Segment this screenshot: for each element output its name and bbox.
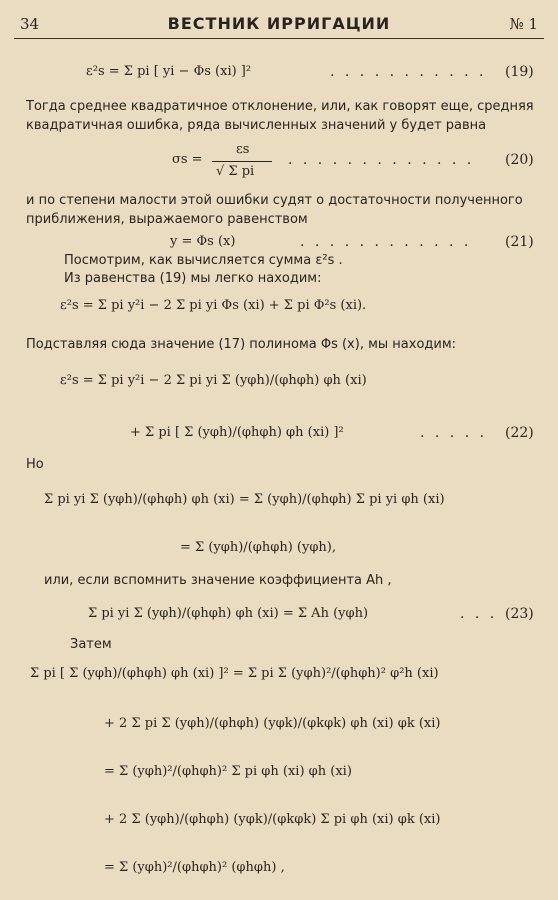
formula-24-line-1: Σ pi yi Σ (yφh)/(φhφh) φh (xi) = Σ (yφh)/(φhφh) Σ pi yi φh (xi): [44, 492, 445, 507]
formula-25-line-4: + 2 Σ (yφh)/(φhφh) (yφk)/(φkφk) Σ pi φh (xi) φk (xi): [104, 812, 441, 827]
formula-24-line-2: = Σ (yφh)/(φhφh) (yφh),: [180, 540, 337, 555]
page-number: 34: [20, 15, 40, 33]
journal-title: ВЕСТНИК ИРРИГАЦИИ: [167, 14, 391, 33]
formula-20-denominator: √ Σ pi: [216, 164, 255, 179]
issue-number: № 1: [509, 15, 538, 33]
eq-number-22: (22): [505, 425, 534, 441]
leader-dots: . . . . .: [420, 425, 488, 441]
paragraph-2b: приближения, выражаемого равенством: [26, 212, 308, 227]
formula-20-lhs: σs =: [172, 152, 203, 167]
formula-25-line-2: + 2 Σ pi Σ (yφh)/(φhφh) (yφk)/(φkφk) φh (xi) φk (xi): [104, 716, 441, 731]
paragraph-1: Тогда среднее квадратичное отклонение, или, как говорят еще, средняя: [26, 99, 534, 114]
eq-number-20: (20): [505, 152, 534, 168]
formula-22-line-2: + Σ pi [ Σ (yφh)/(φhφh) φh (xi) ]²: [130, 425, 344, 440]
paragraph-1b: квадратичная ошибка, ряда вычисленных значений y будет равна: [26, 118, 487, 133]
paragraph-2: и по степени малости этой ошибки судят о достаточности полученного: [26, 193, 523, 208]
formula-25-line-5: = Σ (yφh)²/(φhφh)² (φhφh) ,: [104, 860, 285, 875]
formula-25-line-1: Σ pi [ Σ (yφh)/(φhφh) φh (xi) ]² = Σ pi Σ (yφh)²/(φhφh)² φ²h (xi): [30, 666, 439, 681]
paragraph-7: или, если вспомнить значение коэффициента Ah ,: [44, 573, 392, 588]
formula-21: y = Φs (x): [170, 234, 236, 249]
formula-23: Σ pi yi Σ (yφh)/(φhφh) φh (xi) = Σ Ah (yφh): [88, 606, 369, 621]
formula-25-line-3: = Σ (yφh)²/(φhφh)² Σ pi φh (xi) φh (xi): [104, 764, 352, 779]
leader-dots: . . . . . . . . . . . .: [300, 234, 472, 250]
formula-19: ε²s = Σ pi [ yi − Φs (xi) ]²: [86, 64, 252, 79]
eq-number-21: (21): [505, 234, 534, 250]
formula-expansion: ε²s = Σ pi y²i − 2 Σ pi yi Φs (xi) + Σ pi Φ²s (xi).: [60, 298, 367, 313]
paragraph-8: Затем: [70, 637, 112, 652]
leader-dots: . . . . . . . . . . .: [330, 64, 487, 80]
formula-22-line-1: ε²s = Σ pi y²i − 2 Σ pi yi Σ (yφh)/(φhφh) φh (xi): [60, 373, 367, 388]
page-header: [14, 12, 544, 39]
eq-number-19: (19): [505, 64, 534, 80]
paragraph-3: Посмотрим, как вычисляется сумма ε²s .: [64, 253, 343, 268]
paragraph-4: Из равенства (19) мы легко находим:: [64, 271, 322, 286]
leader-dots: . . . . . . . . . . . . .: [288, 152, 475, 168]
formula-20-numerator: εs: [236, 142, 250, 157]
leader-dots: . . .: [460, 606, 498, 622]
paragraph-6: Но: [26, 457, 44, 472]
eq-number-23: (23): [505, 606, 534, 622]
paragraph-5: Подставляя сюда значение (17) полинома Φs (x), мы находим:: [26, 337, 457, 352]
fraction-bar: [212, 161, 272, 162]
